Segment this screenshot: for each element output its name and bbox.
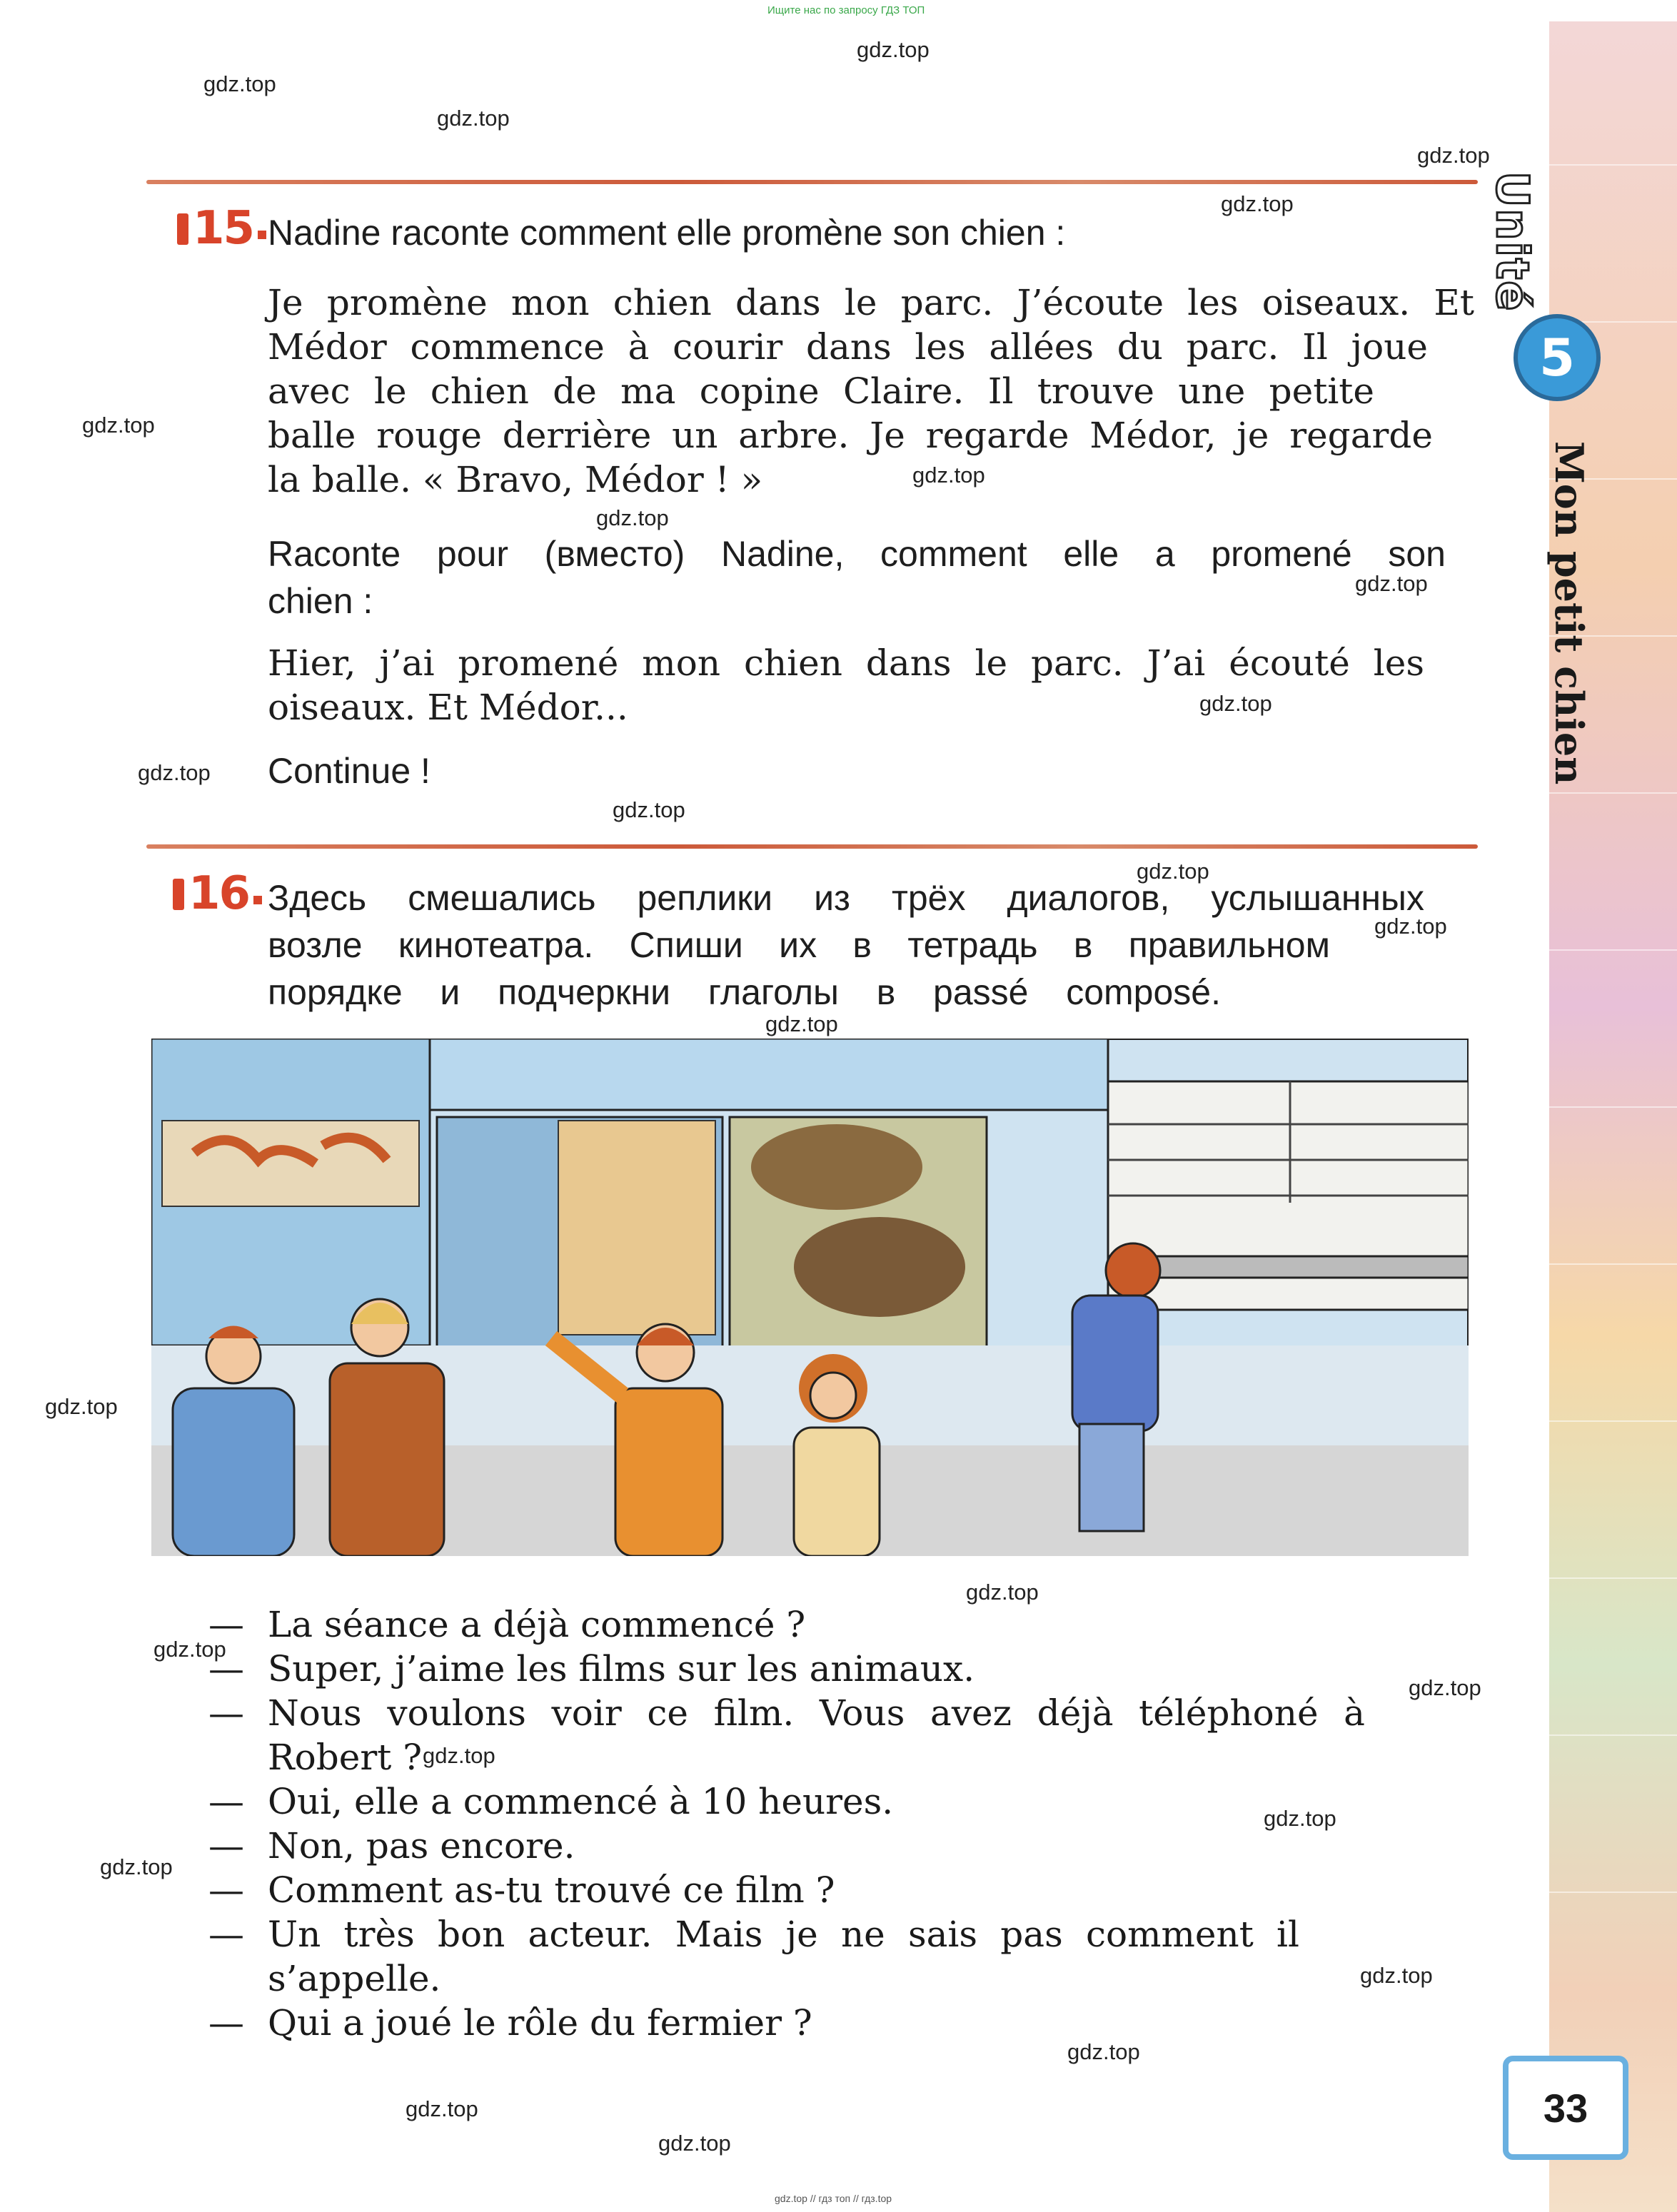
dialogue-line: — Oui, elle a commencé à 10 heures.: [208, 1781, 894, 1822]
awning: [430, 1039, 1108, 1110]
watermark: gdz.top: [1264, 1806, 1336, 1831]
watermark: gdz.top: [912, 463, 985, 488]
watermark: gdz.top: [1374, 914, 1447, 939]
story-line: Médor commence à courir dans les allées du parc. Il joue: [268, 326, 1428, 368]
page-number: 33: [1503, 2056, 1628, 2160]
exercise-15-example: [268, 641, 1424, 729]
instruction-line: порядке и подчеркни глаголы в passé composé.: [268, 972, 1221, 1012]
watermark: gdz.top: [1360, 1963, 1433, 1988]
exercise-16-dialogue: [208, 1602, 1365, 2045]
exercise-15-instruction: Nadine raconte comment elle promène son chien :: [268, 213, 1066, 253]
dialogue-line: — Super, j’aime les films sur les animaux.: [208, 1648, 975, 1690]
exercise-number-15: 15: [177, 202, 266, 255]
person-girl-curly-hair: [794, 1354, 880, 1556]
unit-label: Unité: [1486, 171, 1538, 313]
watermark: gdz.top: [1355, 571, 1428, 596]
watermark: gdz.top: [437, 106, 510, 131]
dialogue-line: — Un très bon acteur. Mais je ne sais pas comment il: [208, 1914, 1299, 1955]
watermark: gdz.top: [406, 2096, 478, 2121]
watermark: gdz.top: [1137, 859, 1209, 884]
exercise-15-task: [268, 530, 1446, 625]
watermark: gdz.top: [613, 797, 685, 822]
cinema-illustration: [151, 1039, 1469, 1556]
story-line: Je promène mon chien dans le parc. J’écoute les oiseaux. Et: [268, 282, 1474, 323]
unit-number-badge: 5: [1514, 314, 1601, 401]
dialogue-line: — Nous voulons voir ce film. Vous avez déjà téléphoné à: [208, 1692, 1365, 1734]
number-marker-icon: [173, 879, 184, 910]
dialogue-line: — Non, pas encore.: [208, 1825, 575, 1867]
watermark: gdz.top: [1221, 191, 1294, 216]
watermark: gdz.top: [658, 2131, 731, 2156]
dialogue-line: Robert ?: [268, 1737, 423, 1778]
watermark: gdz.top: [765, 1011, 838, 1036]
story-line: avec le chien de ma copine Claire. Il trouve une petite: [268, 370, 1374, 412]
exercise-15-continue: Continue !: [268, 751, 430, 791]
watermark: gdz.top: [423, 1743, 495, 1768]
watermark: gdz.top: [966, 1580, 1039, 1605]
task-line: Raconte pour (вместо) Nadine, comment elle a promené son: [268, 534, 1446, 574]
footer-note: gdz.top // гдз топ // гдз.top: [775, 2193, 892, 2204]
watermark: gdz.top: [100, 1854, 173, 1879]
watermark: gdz.top: [82, 413, 155, 438]
example-line: oiseaux. Et Médor...: [268, 687, 628, 728]
poster-figure: [794, 1217, 965, 1317]
watermark: gdz.top: [45, 1394, 118, 1419]
watermark: gdz.top: [1067, 2039, 1140, 2064]
number-marker-icon: [177, 213, 188, 245]
dialogue-line: — Qui a joué le rôle du fermier ?: [208, 2002, 812, 2044]
watermark: gdz.top: [138, 760, 211, 785]
unit-title: Mon petit chien: [1546, 441, 1592, 785]
exercise-number-16: 16: [173, 867, 262, 920]
poster-left: [162, 1121, 419, 1206]
top-note: Ищите нас по запросу ГДЗ ТОП: [767, 4, 925, 16]
story-line: la balle. « Bravo, Médor ! »: [268, 459, 763, 500]
section-divider: [146, 844, 1478, 849]
story-line: balle rouge derrière un arbre. Je regarde Médor, je regarde: [268, 415, 1433, 456]
dialogue-line: s’appelle.: [268, 1958, 441, 1999]
section-divider: [146, 180, 1478, 184]
watermark: gdz.top: [1199, 691, 1272, 716]
watermark: gdz.top: [1409, 1675, 1481, 1700]
dialogue-line: — Comment as-tu trouvé ce film ?: [208, 1869, 835, 1911]
dialogue-line: — La séance a déjà commencé ?: [208, 1604, 806, 1645]
poster-face: [558, 1121, 715, 1335]
task-line: chien :: [268, 581, 373, 621]
number-dot-icon: [253, 896, 262, 904]
exercise-16-instruction: [268, 874, 1424, 1016]
watermark: gdz.top: [1417, 143, 1490, 168]
number-dot-icon: [258, 231, 266, 239]
poster-figure: [751, 1124, 922, 1210]
instruction-line: возле кинотеатра. Спиши их в тетрадь в правильном: [268, 925, 1330, 965]
watermark: gdz.top: [596, 505, 669, 530]
watermark: gdz.top: [153, 1637, 226, 1662]
example-line: Hier, j’ai promené mon chien dans le parc. J’ai écouté les: [268, 642, 1424, 684]
ticket-counter: [1108, 1256, 1469, 1278]
watermark: gdz.top: [203, 71, 276, 96]
exercise-15-story: [268, 281, 1474, 502]
instruction-line: Здесь смешались реплики из трёх диалогов, услышанных: [268, 878, 1424, 918]
watermark: gdz.top: [857, 37, 930, 62]
